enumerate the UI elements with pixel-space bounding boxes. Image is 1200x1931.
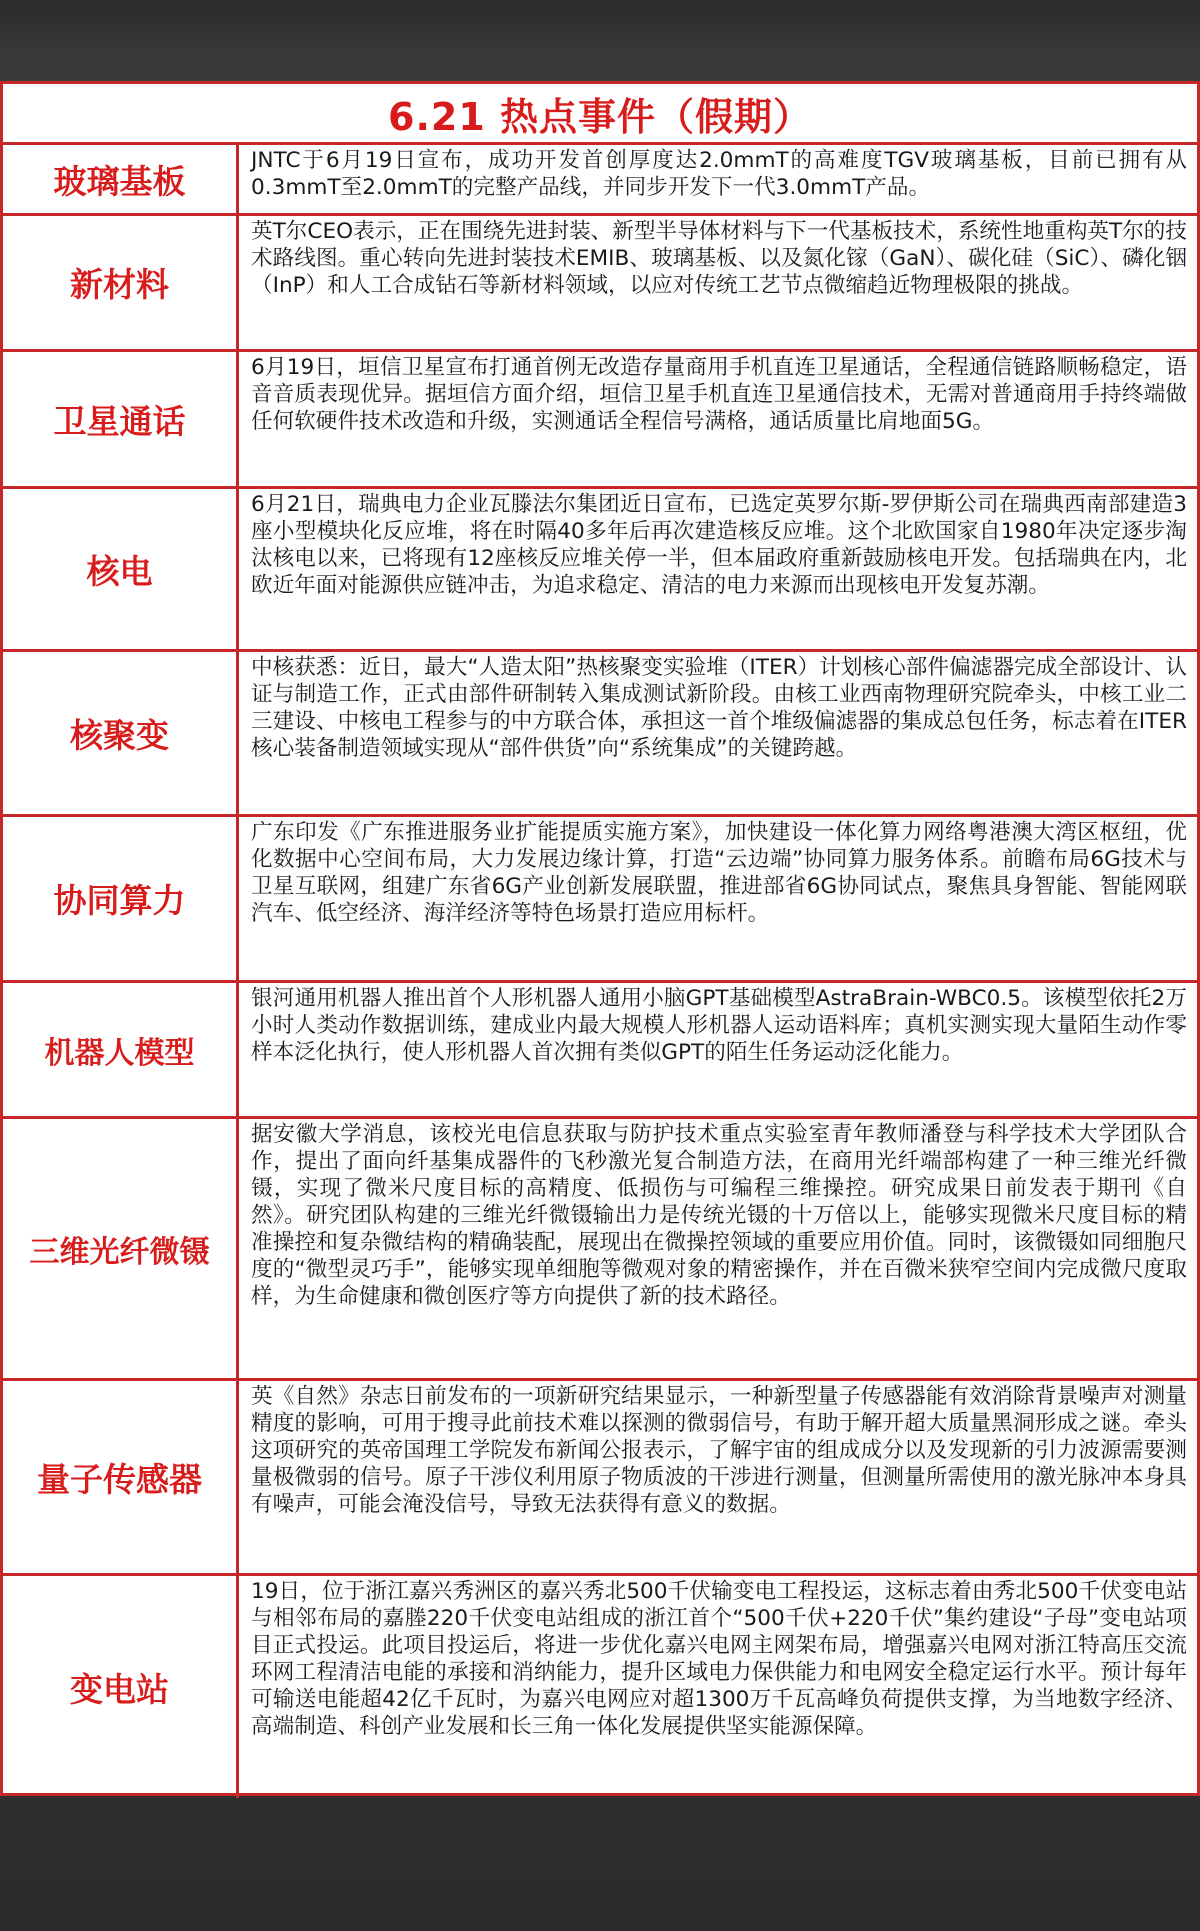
news-row-robot-model xyxy=(3,983,1197,1119)
news-row-quantum-sensor xyxy=(3,1381,1197,1576)
news-row-optical-tweezers xyxy=(3,1119,1197,1381)
row-label: 机器人模型 xyxy=(3,983,239,1116)
row-content: JNTC于6月19日宣布，成功开发首创厚度达2.0mmT的高难度TGV玻璃基板，目前已拥有从0.3mmT至2.0mmT的完整产品线，并同步开发下一代3.0mmT产品。 xyxy=(251,148,1187,200)
row-label: 变电站 xyxy=(3,1576,239,1798)
news-row-substation xyxy=(3,1576,1197,1798)
row-label: 卫星通话 xyxy=(3,352,239,486)
news-row-glass-substrate xyxy=(3,145,1197,216)
news-row-new-materials xyxy=(3,216,1197,352)
row-content: 英《自然》杂志日前发布的一项新研究结果显示，一种新型量子传感器能有效消除背景噪声对测量精度的影响，可用于搜寻此前技术难以探测的微弱信号，有助于解开超大质量黑洞形成之谜。牵头这项研究的英帝国理工学院发布新闻公报表示，了解宇宙的组成成分以及发现新的引力波源需要测量极微弱的信号。原子干涉仪利用原子物质波的干涉进行测量，但测量所需使用的激光脉冲本身具有噪声，可能会淹没信号，导致无法获得有意义的数据。 xyxy=(251,1384,1187,1517)
row-label: 协同算力 xyxy=(3,817,239,980)
row-content: 6月21日，瑞典电力企业瓦滕法尔集团近日宣布，已选定英罗尔斯-罗伊斯公司在瑞典西南部建造3座小型模块化反应堆，将在时隔40多年后再次建造核反应堆。这个北欧国家自1980年决定逐步淘汰核电以来，已将现有12座核反应堆关停一半，但本届政府重新鼓励核电开发。包括瑞典在内，北欧近年面对能源供应链冲击，为追求稳定、清洁的电力来源而出现核电开发复苏潮。 xyxy=(251,492,1187,598)
row-label: 三维光纤微镊 xyxy=(3,1119,239,1378)
row-label: 核聚变 xyxy=(3,652,239,814)
row-content: 英T尔CEO表示，正在围绕先进封装、新型半导体材料与下一代基板技术，系统性地重构英T尔的技术路线图。重心转向先进封装技术EMIB、玻璃基板、以及氮化镓（GaN）、碳化硅（SiC）、磷化铟（InP）和人工合成钻石等新材料领域，以应对传统工艺节点微缩趋近物理极限的挑战。 xyxy=(251,219,1187,298)
news-sheet xyxy=(0,81,1200,1796)
row-label: 玻璃基板 xyxy=(3,145,239,213)
row-content: 据安徽大学消息，该校光电信息获取与防护技术重点实验室青年教师潘登与科学技术大学团队合作，提出了面向纤基集成器件的飞秒激光复合制造方法，在商用光纤端部构建了一种三维光纤微镊，实现了微米尺度目标的高精度、低损伤与可编程三维操控。研究成果日前发表于期刊《自然》。研究团队构建的三维光纤微镊输出力是传统光镊的十万倍以上，能够实现微米尺度目标的精准操控和复杂微结构的精确装配，展现出在微操控领域的重要应用价值。同时，该微镊如同细胞尺度的“微型灵巧手”，能够实现单细胞等微观对象的精密操作，并在百微米狭窄空间内完成微尺度取样，为生命健康和微创医疗等方向提供了新的技术路径。 xyxy=(251,1122,1187,1309)
row-content: 6月19日，垣信卫星宣布打通首例无改造存量商用手机直连卫星通话，全程通信链路顺畅稳定，语音音质表现优异。据垣信方面介绍，垣信卫星手机直连卫星通信技术，无需对普通商用手持终端做任何软硬件技术改造和升级，实测通话全程信号满格，通话质量比肩地面5G。 xyxy=(251,355,1187,434)
news-row-satellite-call xyxy=(3,352,1197,489)
news-row-nuclear-power xyxy=(3,489,1197,652)
row-label: 新材料 xyxy=(3,216,239,349)
row-content: 19日，位于浙江嘉兴秀洲区的嘉兴秀北500千伏输变电工程投运，这标志着由秀北500千伏变电站与相邻布局的嘉塍220千伏变电站组成的浙江首个“500千伏+220千伏”集约建设“子母”变电站项目正式投运。此项目投运后，将进一步优化嘉兴电网主网架布局，增强嘉兴电网对浙江特高压交流环网工程清洁电能的承接和消纳能力，提升区域电力保供能力和电网安全稳定运行水平。预计每年可输送电能超42亿千瓦时，为嘉兴电网应对超1300万千瓦高峰负荷提供支撑，为当地数字经济、高端制造、科创产业发展和长三角一体化发展提供坚实能源保障。 xyxy=(251,1579,1187,1739)
row-content: 中核获悉：近日，最大“人造太阳”热核聚变实验堆（ITER）计划核心部件偏滤器完成全部设计、认证与制造工作，正式由部件研制转入集成测试新阶段。由核工业西南物理研究院牵头，中核工业二三建设、中核电工程参与的中方联合体，承担这一首个堆级偏滤器的集成总包任务，标志着在ITER核心装备制造领域实现从“部件供货”向“系统集成”的关键跨越。 xyxy=(251,655,1187,761)
news-row-computing xyxy=(3,817,1197,983)
page-title: 6.21 热点事件（假期） xyxy=(3,84,1197,145)
row-content: 广东印发《广东推进服务业扩能提质实施方案》，加快建设一体化算力网络粤港澳大湾区枢纽，优化数据中心空间布局，大力发展边缘计算，打造“云边端”协同算力服务体系。前瞻布局6G技术与卫星互联网，组建广东省6G产业创新发展联盟，推进部省6G协同试点，聚焦具身智能、智能网联汽车、低空经济、海洋经济等特色场景打造应用标杆。 xyxy=(251,820,1187,926)
news-row-fusion xyxy=(3,652,1197,817)
row-label: 核电 xyxy=(3,489,239,649)
row-label: 量子传感器 xyxy=(3,1381,239,1573)
row-content: 银河通用机器人推出首个人形机器人通用小脑GPT基础模型AstraBrain-WBC0.5。该模型依托2万小时人类动作数据训练，建成业内最大规模人形机器人运动语料库；真机实测实现大量陌生动作零样本泛化执行，使人形机器人首次拥有类似GPT的陌生任务运动泛化能力。 xyxy=(251,986,1187,1065)
